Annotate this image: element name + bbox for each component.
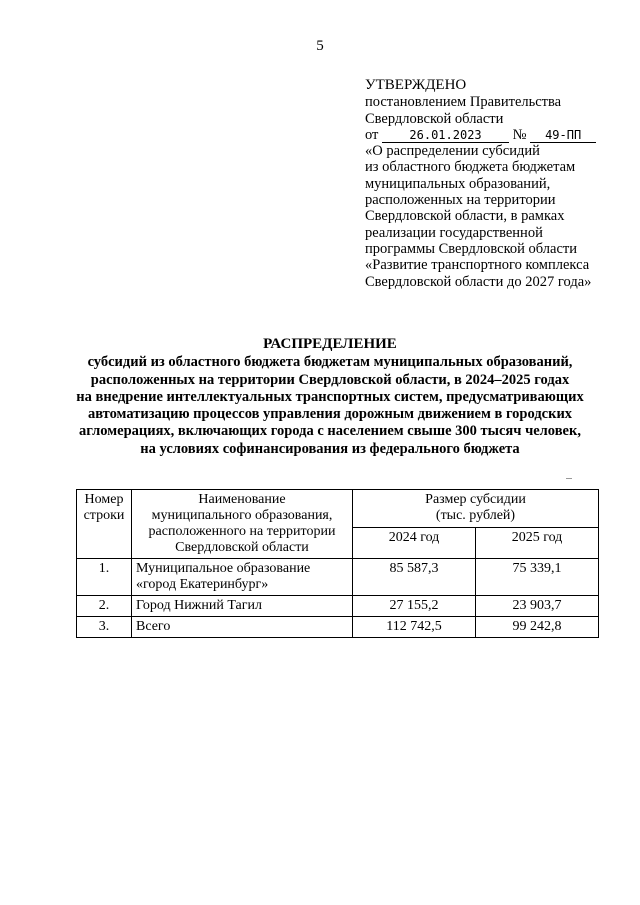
row-value-2025: 23 903,7: [476, 596, 599, 617]
row-value-2024: 27 155,2: [353, 596, 476, 617]
approval-date: 26.01.2023: [382, 128, 509, 143]
approval-heading: УТВЕРЖДЕНО: [365, 77, 467, 93]
row-value-2025: 99 242,8: [476, 617, 599, 638]
document-title: [60, 336, 600, 458]
row-name-text: «город Екатеринбург»: [136, 577, 269, 592]
approval-desc-line: реализации государственной: [365, 224, 543, 241]
approval-desc-line: «О распределении субсидий: [365, 143, 540, 160]
page-number: 5: [316, 38, 324, 54]
header-text: Наименование: [198, 492, 286, 507]
row-name: Всего: [132, 617, 353, 638]
approval-desc-line: Свердловской области, в рамках: [365, 208, 565, 225]
header-text: Размер субсидии: [425, 492, 526, 507]
approval-desc-line: из областного бюджета бюджетам: [365, 159, 576, 176]
approval-desc-line: расположенных на территории: [365, 192, 556, 209]
approval-line-2: Свердловской области: [365, 110, 504, 127]
table-row: [77, 617, 599, 638]
table-header-row: [77, 490, 599, 528]
approval-desc-line: Свердловской области до 2027 года»: [365, 273, 592, 290]
header-text: строки: [83, 508, 125, 523]
header-text: муниципального образования,: [151, 508, 333, 523]
row-number: 2.: [77, 596, 132, 617]
header-subsidy-size: [353, 490, 599, 528]
row-value-2024: 112 742,5: [353, 617, 476, 638]
date-prefix: от: [365, 126, 379, 143]
approval-number: 49-ПП: [530, 128, 596, 143]
row-name: [132, 559, 353, 596]
scan-mark: [566, 478, 572, 479]
subsidy-table: [76, 489, 599, 638]
row-value-2024: 85 587,3: [353, 559, 476, 596]
title-line: автоматизацию процессов управления дорожным движением в городских: [87, 406, 573, 423]
header-name: [132, 490, 353, 559]
title-line: на внедрение интеллектуальных транспортных систем, предусматривающих: [76, 388, 584, 405]
header-text: (тыс. рублей): [435, 508, 516, 523]
header-text: Номер: [84, 492, 124, 507]
number-prefix: №: [512, 126, 527, 143]
approval-desc-line: муниципальных образований,: [365, 175, 551, 192]
row-number: 3.: [77, 617, 132, 638]
title-main: РАСПРЕДЕЛЕНИЕ: [263, 336, 397, 352]
header-text: расположенного на территории: [148, 524, 336, 539]
title-line: субсидий из областного бюджета бюджетам муниципальных образований,: [87, 354, 573, 371]
header-text: Свердловской области: [175, 540, 309, 555]
header-year-2025: 2025 год: [476, 528, 599, 559]
row-value-2025: 75 339,1: [476, 559, 599, 596]
approval-line-1: постановлением Правительства: [365, 94, 562, 111]
table-row: [77, 596, 599, 617]
title-line: расположенных на территории Свердловской области, в 2024–2025 годах: [90, 371, 570, 388]
header-row-number: [77, 490, 132, 559]
approval-desc-line: «Развитие транспортного комплекса: [365, 257, 590, 274]
row-number: 1.: [77, 559, 132, 596]
row-name-text: Муниципальное образование: [136, 561, 311, 576]
approval-date-number-line: [365, 127, 625, 143]
title-line: агломерациях, включающих города с населением свыше 300 тысяч человек,: [79, 423, 581, 440]
approval-block: [365, 77, 625, 290]
title-line: на условиях софинансирования из федерального бюджета: [140, 440, 520, 457]
row-name: Город Нижний Тагил: [132, 596, 353, 617]
header-year-2024: 2024 год: [353, 528, 476, 559]
table-row: [77, 559, 599, 596]
approval-desc-line: программы Свердловской области: [365, 240, 578, 257]
